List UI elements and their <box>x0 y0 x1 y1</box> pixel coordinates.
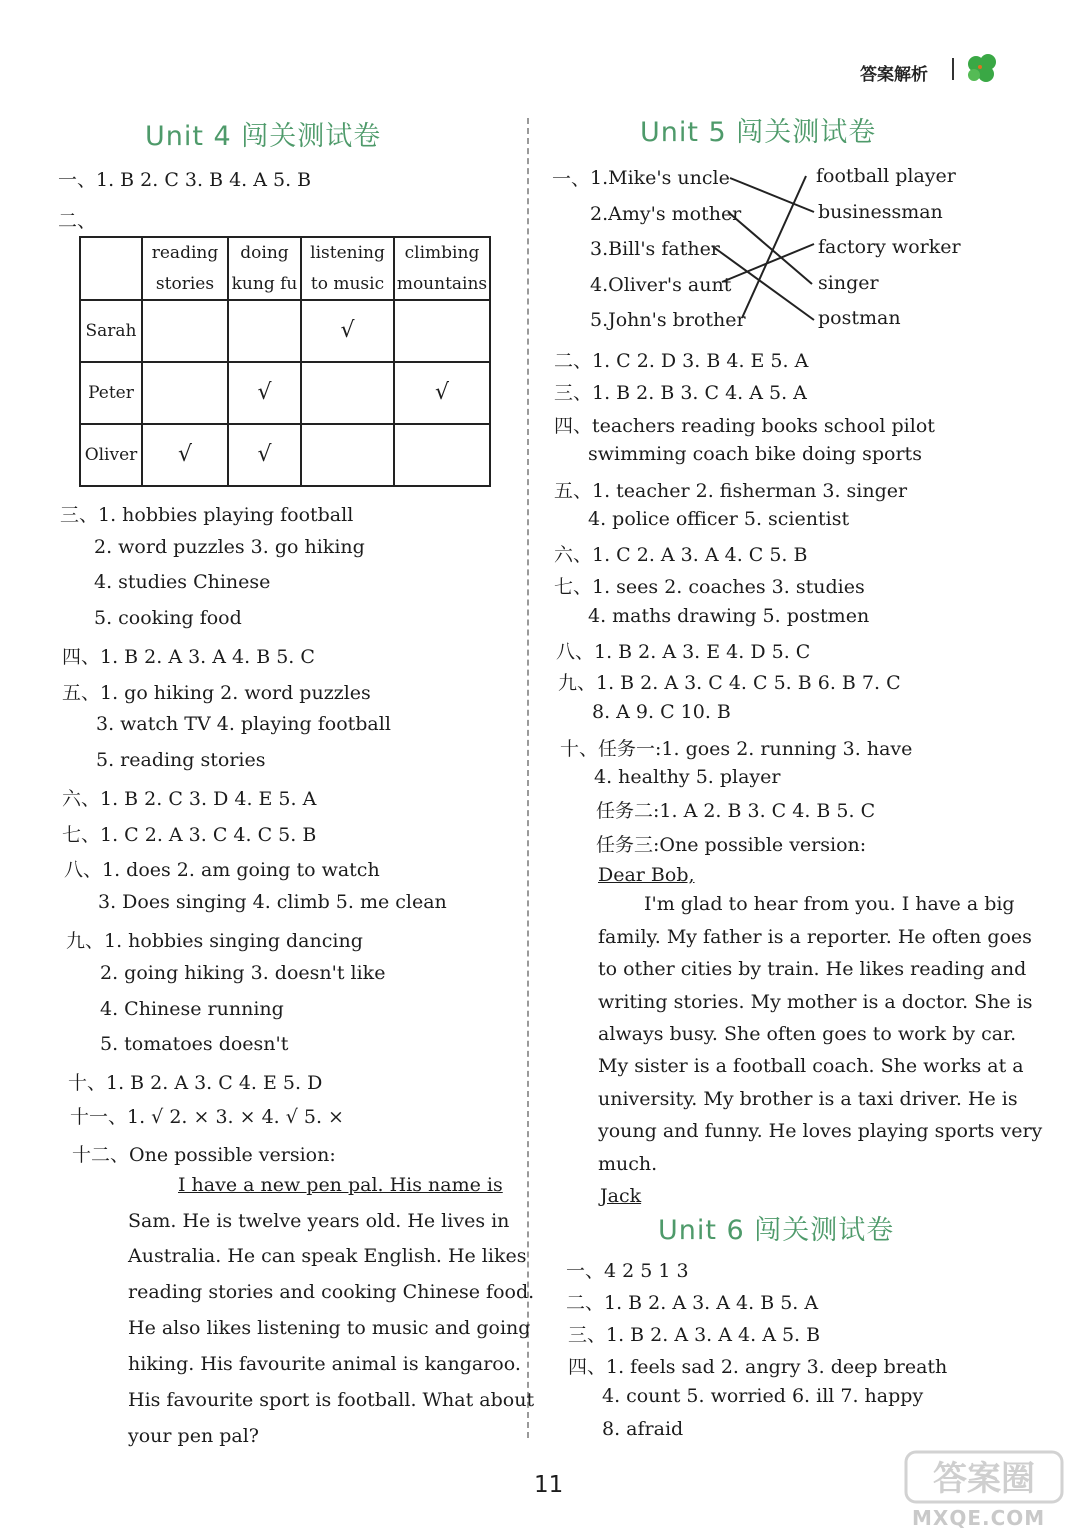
header-title: 答案解析 <box>860 65 928 85</box>
row-name: Oliver <box>80 424 142 486</box>
unit4-section-5-line: 5. reading stories <box>96 749 266 771</box>
row-name: Sarah <box>80 300 142 362</box>
table-cell: √ <box>228 362 301 424</box>
unit4-section-9-line: 4. Chinese running <box>100 998 284 1020</box>
match-line <box>712 246 814 320</box>
unit5-section-10-line: 任务二:1. A 2. B 3. C 4. B 5. C <box>596 800 876 822</box>
unit5-section-5: 五、1. teacher 2. fisherman 3. singer <box>554 480 908 502</box>
table-cell: √ <box>228 424 301 486</box>
unit6-section-3: 三、1. B 2. A 3. A 4. A 5. B <box>568 1324 821 1346</box>
table-cell <box>301 424 394 486</box>
essay-line: I have a new pen pal. His name is <box>178 1174 503 1196</box>
table-header: reading stories <box>142 237 228 300</box>
table-row <box>80 424 490 486</box>
unit4-section-4: 四、1. B 2. A 3. A 4. B 5. C <box>62 646 315 668</box>
letter-signature: Jack <box>600 1185 642 1207</box>
essay-line: Sam. He is twelve years old. He lives in <box>128 1210 510 1232</box>
match-line <box>742 176 806 318</box>
letter-line: always busy. She often goes to work by car. <box>598 1023 1017 1045</box>
unit5-section-7: 七、1. sees 2. coaches 3. studies <box>554 576 865 598</box>
page-number: 11 <box>534 1472 564 1498</box>
unit5-section-9: 九、1. B 2. A 3. C 4. C 5. B 6. B 7. C <box>558 672 901 694</box>
match-left-item: 4.Oliver's aunt <box>590 274 732 296</box>
unit6-section-2: 二、1. B 2. A 3. A 4. B 5. A <box>566 1292 819 1314</box>
match-line <box>730 178 814 212</box>
unit5-section-4-line: swimming coach bike doing sports <box>588 443 922 465</box>
unit4-section-12: 十二、One possible version: <box>72 1144 336 1166</box>
essay-line: Australia. He can speak English. He likes <box>128 1245 527 1267</box>
table-cell: √ <box>142 424 228 486</box>
match-left-item: 5.John's brother <box>590 309 746 331</box>
essay-line: His favourite sport is football. What about <box>128 1389 535 1411</box>
unit4-section-1: 一、1. B 2. C 3. B 4. A 5. B <box>58 169 312 191</box>
letter-line: much. <box>598 1153 658 1175</box>
unit5-section-10: 十、任务一:1. goes 2. running 3. have <box>560 738 913 760</box>
unit4-section-5: 五、1. go hiking 2. word puzzles <box>62 682 371 704</box>
unit4-section-3-line: 5. cooking food <box>94 607 242 629</box>
unit4-section-11: 十一、1. √ 2. × 3. × 4. √ 5. × <box>70 1106 344 1128</box>
letter-greeting: Dear Bob, <box>598 864 695 886</box>
match-line <box>728 212 812 284</box>
unit4-section-9: 九、1. hobbies singing dancing <box>66 930 363 952</box>
table-header: climbing mountains <box>394 237 490 300</box>
letter-line: to other cities by train. He likes reading and <box>598 958 1027 980</box>
letter-line: I'm glad to hear from you. I have a big <box>644 893 1015 915</box>
watermark-url: MXQE.COM <box>912 1506 1046 1530</box>
match-left-item: 3.Bill's father <box>590 238 720 260</box>
unit5-section-1: 一、 <box>552 168 591 190</box>
essay-line: He also likes listening to music and going <box>128 1317 531 1339</box>
unit6-section-4: 四、1. feels sad 2. angry 3. deep breath <box>568 1356 948 1378</box>
letter-line: writing stories. My mother is a doctor. She is <box>598 991 1033 1013</box>
essay-line: reading stories and cooking Chinese food. <box>128 1281 535 1303</box>
watermark <box>898 1450 1070 1532</box>
unit6-section-4-line: 8. afraid <box>602 1418 684 1440</box>
letter-line: university. My brother is a taxi driver. He is <box>598 1088 1018 1110</box>
essay-line: hiking. His favourite animal is kangaroo. <box>128 1353 521 1375</box>
table-header: listening to music <box>301 237 394 300</box>
svg-text:答案圈: 答案圈 <box>933 1459 1035 1499</box>
match-right-item: postman <box>818 307 901 329</box>
unit4-section-9-line: 5. tomatoes doesn't <box>100 1033 289 1055</box>
unit5-section-7-line: 4. maths drawing 5. postmen <box>588 605 870 627</box>
unit5-section-4: 四、teachers reading books school pilot <box>554 415 935 437</box>
unit4-section-6: 六、1. B 2. C 3. D 4. E 5. A <box>62 788 317 810</box>
match-right-item: singer <box>818 272 879 294</box>
unit4-section-9-line: 2. going hiking 3. doesn't like <box>100 962 386 984</box>
letter-line: family. My father is a reporter. He often goes <box>598 926 1032 948</box>
unit5-section-6: 六、1. C 2. A 3. A 4. C 5. B <box>554 544 808 566</box>
unit5-title: Unit 5 闯关测试卷 <box>640 117 877 148</box>
matching-lines <box>0 0 1074 400</box>
unit4-section-7: 七、1. C 2. A 3. C 4. C 5. B <box>62 824 317 846</box>
unit5-section-8: 八、1. B 2. A 3. E 4. D 5. C <box>556 641 811 663</box>
unit5-section-10-line: 任务三:One possible version: <box>596 834 867 856</box>
unit4-section-3-line: 4. studies Chinese <box>94 571 271 593</box>
unit6-section-4-line: 4. count 5. worried 6. ill 7. happy <box>602 1385 924 1407</box>
unit4-section-5-line: 3. watch TV 4. playing football <box>96 713 391 735</box>
table-cell: √ <box>301 300 394 362</box>
unit6-title: Unit 6 闯关测试卷 <box>658 1215 895 1246</box>
table-cell <box>394 424 490 486</box>
unit5-section-9-line: 8. A 9. C 10. B <box>592 701 731 723</box>
unit4-section-3-line: 2. word puzzles 3. go hiking <box>94 536 365 558</box>
unit4-section-8: 八、1. does 2. am going to watch <box>64 859 380 881</box>
unit5-section-3: 三、1. B 2. B 3. C 4. A 5. A <box>554 382 807 404</box>
unit5-section-10-line: 4. healthy 5. player <box>594 766 781 788</box>
match-left-item: 2.Amy's mother <box>590 203 742 225</box>
unit4-section-2: 二、 <box>58 210 97 232</box>
row-name: Peter <box>80 362 142 424</box>
table-cell: √ <box>394 362 490 424</box>
essay-line: your pen pal? <box>128 1425 259 1447</box>
unit4-section-3: 三、1. hobbies playing football <box>60 504 354 526</box>
match-left-item: 1.Mike's uncle <box>590 167 730 189</box>
match-right-item: factory worker <box>818 236 961 258</box>
table-header: doing kung fu <box>228 237 301 300</box>
letter-line: My sister is a football coach. She works at a <box>598 1055 1024 1077</box>
unit6-section-1: 一、4 2 5 1 3 <box>566 1260 689 1282</box>
unit4-section-10: 十、1. B 2. A 3. C 4. E 5. D <box>68 1072 323 1094</box>
unit4-section-8-line: 3. Does singing 4. climb 5. me clean <box>98 891 447 913</box>
letter-line: young and funny. He loves playing sports very <box>598 1120 1043 1142</box>
unit5-section-2: 二、1. C 2. D 3. B 4. E 5. A <box>554 350 809 372</box>
match-right-item: businessman <box>818 201 943 223</box>
match-right-item: football player <box>816 165 956 187</box>
unit5-section-5-line: 4. police officer 5. scientist <box>588 508 850 530</box>
unit4-title: Unit 4 闯关测试卷 <box>145 121 382 152</box>
